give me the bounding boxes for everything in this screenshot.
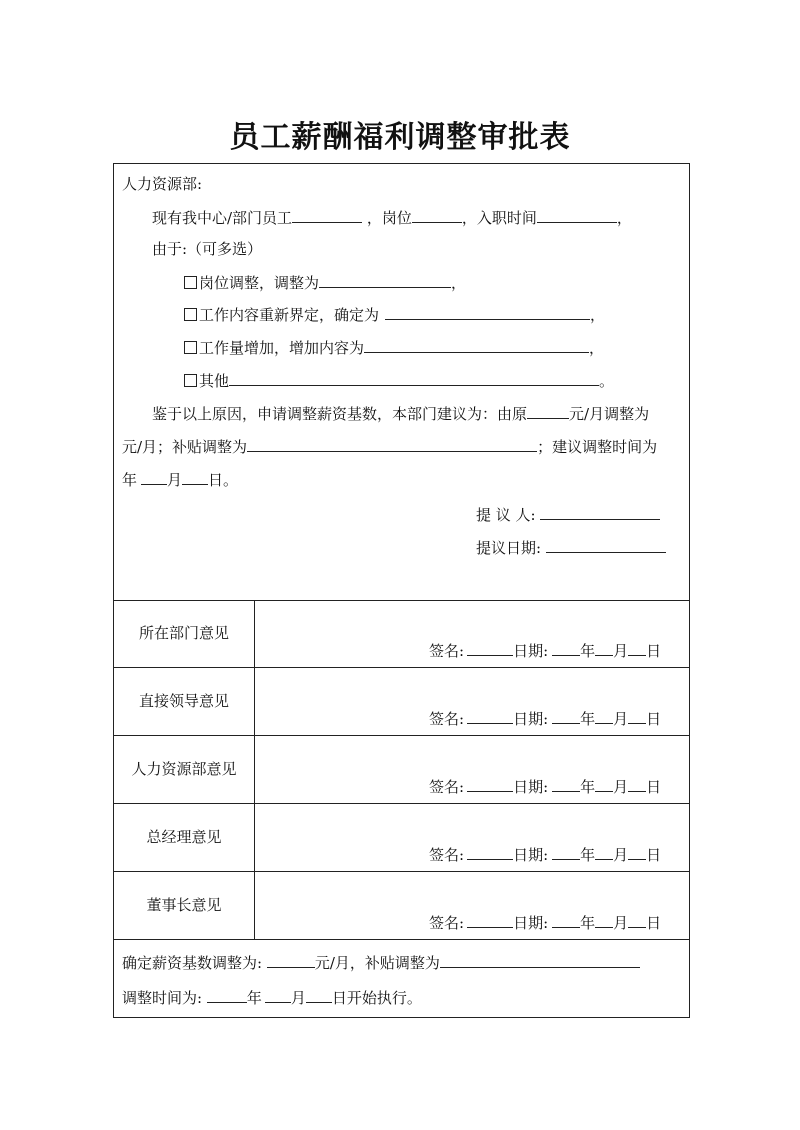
option-field[interactable]	[385, 304, 590, 320]
option-other: 其他 。	[184, 370, 614, 391]
column-divider	[254, 600, 255, 939]
position-field[interactable]	[412, 207, 462, 223]
signature-line: 签名: 日期: 年 月 日	[429, 778, 662, 796]
employee-info-line: 现有我中心/部门员工 ，岗位 ，入职时间 ，	[152, 209, 632, 227]
final-line-2: 调整时间为: 年 月 日开始执行。	[122, 989, 422, 1007]
approval-form	[113, 163, 690, 1018]
employee-name-field[interactable]	[292, 207, 362, 223]
day-field[interactable]	[182, 469, 208, 485]
day-field[interactable]	[628, 708, 646, 724]
hire-date-field[interactable]	[537, 207, 617, 223]
original-salary-field[interactable]	[527, 403, 569, 419]
final-year-field[interactable]	[207, 987, 247, 1003]
checkbox[interactable]	[184, 341, 197, 354]
signature-field[interactable]	[467, 708, 513, 724]
divider	[114, 871, 689, 872]
final-salary-field[interactable]	[267, 952, 315, 968]
final-subsidy-field[interactable]	[440, 952, 640, 968]
divider	[114, 667, 689, 668]
signature-field[interactable]	[467, 776, 513, 792]
option-field[interactable]	[364, 337, 589, 353]
proposer-date: 提议日期:	[476, 537, 666, 558]
signature-field[interactable]	[467, 640, 513, 656]
reason-intro: 由于:（可多选）	[152, 240, 263, 258]
greeting: 人力资源部:	[122, 175, 203, 193]
signature-field[interactable]	[467, 844, 513, 860]
opinion-label: 总经理意见	[146, 828, 222, 846]
opinion-label: 所在部门意见	[138, 624, 229, 642]
option-position-adjust: 岗位调整，调整为 ，	[184, 272, 466, 293]
month-field[interactable]	[595, 708, 613, 724]
final-day-field[interactable]	[306, 987, 332, 1003]
divider	[114, 803, 689, 804]
divider	[114, 735, 689, 736]
final-month-field[interactable]	[265, 987, 291, 1003]
year-field[interactable]	[552, 776, 580, 792]
option-field[interactable]	[319, 272, 451, 288]
final-line-1: 确定薪资基数调整为: 元/月，补贴调整为	[122, 952, 640, 973]
month-field[interactable]	[595, 776, 613, 792]
signature-line: 签名: 日期: 年 月 日	[429, 642, 662, 660]
opinion-label: 董事长意见	[146, 896, 222, 914]
month-field[interactable]	[595, 640, 613, 656]
signature-line: 签名: 日期: 年 月 日	[429, 846, 662, 864]
day-field[interactable]	[628, 640, 646, 656]
opinion-label: 直接领导意见	[138, 692, 229, 710]
signature-line: 签名: 日期: 年 月 日	[429, 710, 662, 728]
day-field[interactable]	[628, 776, 646, 792]
month-field[interactable]	[141, 469, 167, 485]
proposal-line-3: 年 月 日。	[122, 471, 239, 489]
checkbox[interactable]	[184, 308, 197, 321]
signature-field[interactable]	[467, 912, 513, 928]
year-field[interactable]	[552, 912, 580, 928]
year-field[interactable]	[552, 708, 580, 724]
option-field[interactable]	[229, 370, 599, 386]
month-field[interactable]	[595, 844, 613, 860]
opinion-label: 人力资源部意见	[131, 760, 237, 778]
signature-line: 签名: 日期: 年 月 日	[429, 914, 662, 932]
checkbox[interactable]	[184, 374, 197, 387]
subsidy-field[interactable]	[247, 436, 537, 452]
proposal-line-1: 鉴于以上原因，申请调整薪资基数，本部门建议为：由原 元/月调整为	[152, 405, 650, 423]
proposer-field[interactable]	[540, 504, 660, 520]
proposer-name: 提 议 人:	[476, 504, 660, 525]
divider	[114, 600, 689, 601]
month-field[interactable]	[595, 912, 613, 928]
form-title: 员工薪酬福利调整审批表	[229, 120, 571, 155]
option-job-redefine: 工作内容重新界定，确定为 ，	[184, 304, 605, 325]
proposal-line-2: 元/月；补贴调整为 ；建议调整时间为	[122, 438, 658, 456]
day-field[interactable]	[628, 844, 646, 860]
year-field[interactable]	[552, 844, 580, 860]
checkbox[interactable]	[184, 276, 197, 289]
divider	[114, 939, 689, 940]
day-field[interactable]	[628, 912, 646, 928]
proposer-date-field[interactable]	[546, 537, 666, 553]
option-workload: 工作量增加，增加内容为 ，	[184, 337, 604, 358]
year-field[interactable]	[552, 640, 580, 656]
